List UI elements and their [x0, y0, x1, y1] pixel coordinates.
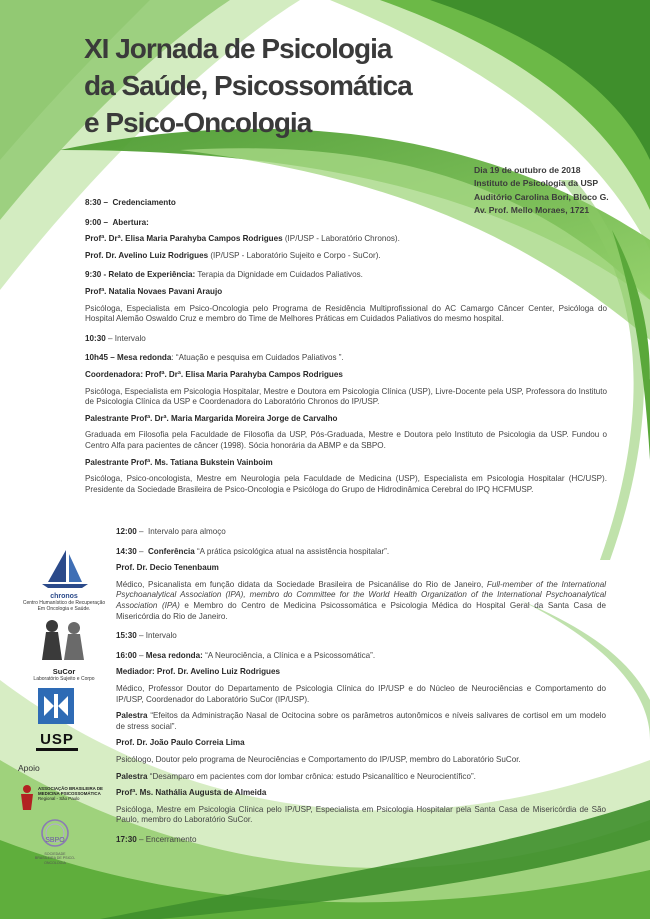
time: 12:00 [116, 527, 137, 536]
mesa1-pal1 [85, 414, 607, 425]
session-head: Mesa redonda: [145, 650, 206, 660]
speaker-name: Profª. Ms. Nathália Augusta de Almeida [116, 788, 267, 798]
bio-italic: Full-member of the International Psychoanalytical Association (IPA), membro do Committee for the World Health Organization of the International Psychoanalytical Association (IPA) [116, 579, 606, 610]
speaker-name: Prof. Dr. João Paulo Correia Lima [116, 738, 245, 748]
time: 10:30 [85, 333, 106, 343]
conferencia-bio [116, 580, 606, 622]
session-topic: : “Atuação e pesquisa em Cuidados Paliativos ”. [171, 353, 344, 363]
bio-part: e Membro do Centro de Medicina Psicossomática e Psicologia Médica do Hospital Geral da Santa Casa de Misericórdia do Rio de Janeiro. [116, 600, 606, 621]
speaker-affiliation: (IP/USP - Laboratório Sujeito e Corpo - SuCor). [208, 250, 381, 260]
relato-bio: Psicóloga, Especialista em Psico-Oncologia pelo Programa de Residência Multiprofissional do AC Camargo Câncer Center, Psicóloga do Hospital Alemão Oswaldo Cruz e membro do Time de Melhores Práticas em Cuidados Paliativos do mesmo hospital. [85, 303, 607, 324]
mesa1-pal2 [85, 458, 607, 469]
abertura-line: 9:00 – Abertura: [85, 217, 149, 227]
speaker-name: Profª. Drª. Elisa Maria Parahyba Campos Rodrigues [85, 234, 283, 244]
apoio-label: Apoio [18, 763, 40, 773]
palestra-title: “Desamparo em pacientes com dor lombar crônica: estudo Psicanalítico e Neurocientífico”. [147, 771, 476, 781]
palestra-label: Palestra [116, 711, 148, 721]
mesa1-pal1-bio: Graduada em Filosofia pela Faculdade de Filosofia da USP, Pós-Graduada, Mestre e Doutora pelo Instituto de Psicologia da USP. Fundou o Centro Alfa para pacientes de câncer (1998). Sócia honorária da ABMP e da SBPO. [85, 430, 607, 450]
conferencia-line: 14:30 – Conferência “A prática psicológica atual na assistência hospitalar”. [116, 546, 390, 556]
relato-speaker [85, 287, 607, 298]
title-line-1: XI Jornada de Psicologia [84, 33, 392, 64]
session-head: Conferência [147, 546, 197, 556]
sbpo-abbr: SBPO [45, 837, 65, 844]
logo-sucor [22, 618, 106, 682]
event-title [84, 30, 504, 141]
logo-chronos [22, 548, 106, 612]
ip-usp-emblem-icon [38, 688, 74, 724]
mesa2-speaker-3 [116, 788, 606, 799]
logo-usp [36, 732, 78, 751]
label: Intervalo [145, 631, 177, 641]
time: 16:00 [116, 650, 137, 660]
mesa2-line: 16:00 – Mesa redonda: “A Neurociência, a Clínica e a Psicossomática”. [116, 650, 376, 660]
speaker-name: Palestrante Profª. Drª. Maria Margarida Moreira Jorge de Carvalho [85, 413, 338, 423]
conferencia-speaker [116, 563, 606, 574]
mesa2-mediator [116, 667, 606, 678]
session-topic: “A prática psicológica atual na assistência hospitalar”. [196, 546, 390, 556]
chronos-caption: Centro Humanístico de Recuperação Em Oncologia e Saúde. [22, 600, 106, 612]
mesa2-palestra-2 [116, 772, 606, 783]
mesa1-pal2-bio: Psicóloga, Psico-oncologista, Mestre em Neurologia pela Faculdade de Medicina (USP), Especialista em Psicologia Hospitalar (HC/USP). Presidente da Sociedade Brasileira de Psico-Oncologia e Psicóloga do Grupo de Hidrodinâmica Cerebral do IPQ HCFMUSP. [85, 474, 607, 494]
event-address: Av. Prof. Mello Moraes, 1721 [474, 204, 590, 215]
speaker-name: Prof. Dr. Decio Tenenbaum [116, 563, 219, 573]
sbpo-circle-icon [34, 818, 76, 850]
sucor-caption: Laboratório Sujeito e Corpo [33, 676, 95, 682]
event-date: Dia 19 de outubro de 2018 [474, 165, 581, 175]
palestra-label: Palestra [116, 771, 148, 781]
chronos-name: chronos [50, 593, 78, 600]
time: 9:00 [85, 217, 102, 227]
logo-sbpo [34, 818, 76, 865]
mesa2-speaker-3-bio: Psicóloga, Mestre em Psicologia Clínica pelo IP/USP, Especialista em Psicologia Hospitalar pela Santa Casa de Misericórdia de São Paulo, membro do Laboratório SuCor. [116, 804, 606, 825]
title-line-2: da Saúde, Psicossomática [84, 70, 412, 101]
intervalo-2: 15:30 – Intervalo [116, 631, 177, 641]
mesa2-speaker-2-bio: Psicólogo, Doutor pelo programa de Neurociências e Comportamento do IP/USP, membro do Laboratório SuCor. [116, 754, 521, 764]
label: Abertura: [112, 217, 149, 227]
almoco-line: 12:00 – Intervalo para almoço [116, 527, 226, 536]
label: Credenciamento [112, 198, 176, 207]
encerramento-line [116, 835, 606, 846]
mesa1-coord-bio: Psicóloga, Especialista em Psicologia Hospitalar, Mestre e Doutora em Psicologia Clínica (USP), Livre-Docente pela USP, Professora do Instituto de Psicologia Clínica da USP e Coordenadora do Laboratório Chronos do IP/USP. [85, 386, 607, 407]
time: 14:30 [116, 546, 137, 556]
session-topic: Terapia da Dignidade em Cuidados Paliativos. [195, 270, 363, 280]
speaker-name: Mediador: Prof. Dr. Avelino Luiz Rodrigues [116, 667, 280, 677]
event-room: Auditório Carolina Bori, Bloco G. [474, 191, 609, 202]
chronos-sail-icon [22, 548, 106, 590]
time: 17:30 [116, 834, 137, 844]
speaker-name: Coordenadora: Profª. Drª. Elisa Maria Parahyba Campos Rodrigues [85, 369, 343, 379]
speaker-affiliation: (IP/USP - Laboratório Chronos). [282, 234, 400, 244]
sbpo-caption: SOCIEDADE BRASILEIRA DE PSICO-ONCOLOGIA [34, 852, 76, 865]
abmp-line-1: ASSOCIAÇÃO BRASILEIRA DE [38, 786, 103, 791]
abertura-speaker-2 [85, 251, 607, 262]
abmp-line-3: Regional - São Paulo [38, 796, 80, 801]
abmp-figure-icon [18, 784, 36, 810]
speaker-name: Prof. Dr. Avelino Luiz Rodrigues [85, 250, 209, 260]
mesa2-speaker-2 [116, 738, 606, 749]
title-line-3: e Psico-Oncologia [84, 107, 312, 138]
sucor-name: SuCor [52, 667, 76, 676]
session-head: 9:30 - Relato de Experiência: [85, 270, 196, 280]
mesa2-palestra-1 [116, 711, 606, 732]
relato-line [85, 270, 607, 281]
time: 8:30 [85, 198, 102, 207]
session-topic: “A Neurociência, a Clínica e a Psicossomática”. [205, 650, 376, 660]
abertura-speaker-1 [85, 234, 607, 245]
session-head: 10h45 – Mesa redonda [85, 353, 172, 363]
program-morning [85, 198, 607, 495]
bio-part: Médico, Psicanalista em função didata da Sociedade Brasileira de Psicanálise do Rio de Janeiro, [116, 579, 487, 589]
mesa1-coord [85, 370, 607, 381]
logo-ip-usp [38, 688, 74, 724]
mesa1-line [85, 353, 607, 364]
speaker-name: Profª. Natalia Novaes Pavani Araujo [85, 286, 223, 296]
program-afternoon [116, 527, 606, 845]
credenciamento-line: 8:30 – Credenciamento [85, 198, 176, 207]
abmp-line-2: MEDICINA PSICOSSOMÁTICA [38, 791, 101, 796]
label: Intervalo para almoço [147, 527, 226, 536]
usp-wordmark: USP [36, 732, 78, 751]
speaker-name: Palestrante Profª. Ms. Tatiana Bukstein Vainboim [85, 457, 273, 467]
label: – Encerramento [136, 834, 197, 844]
time: 15:30 [116, 631, 137, 641]
mesa2-mediator-bio: Médico, Professor Doutor do Departamento de Psicologia Clínica do IP/USP e do Núcleo de Neurociências e Comportamento do IP/USP, Coordenador do Laboratório SuCor (IP/USP). [116, 683, 606, 704]
label: – Intervalo [105, 333, 146, 343]
palestra-title: “Efeitos da Administração Nasal de Ocitocina sobre os parâmetros autonômicos e níveis salivares de cortisol em um modelo de stress social”. [116, 711, 606, 731]
sucor-figures-icon [22, 618, 106, 662]
intervalo-1 [85, 334, 607, 345]
event-venue: Instituto de Psicologia da USP [474, 178, 599, 189]
